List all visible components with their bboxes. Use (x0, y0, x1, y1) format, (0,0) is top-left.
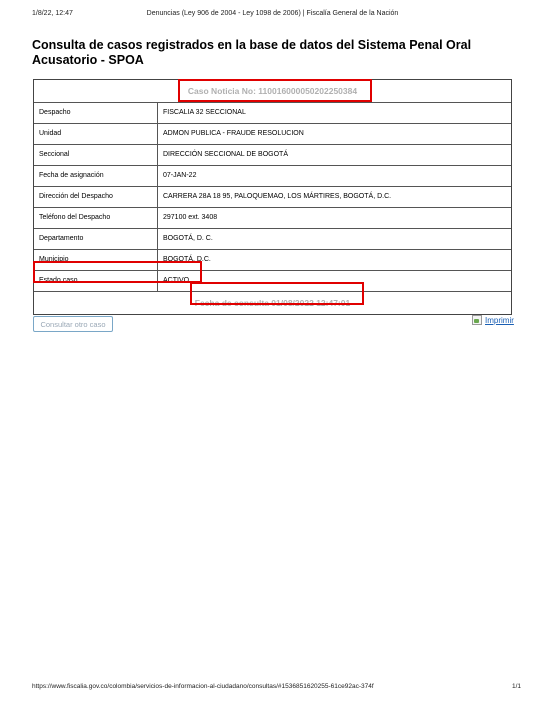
table-row (34, 124, 511, 145)
row-label: Municipio (34, 250, 158, 270)
row-value: FISCALIA 32 SECCIONAL (163, 109, 246, 116)
row-value: BOGOTÁ, D. C. (163, 235, 213, 242)
footer-url: https://www.fiscalia.gov.co/colombia/servicios-de-informacion-al-ciudadano/consultas/#1536851620255-61ce92ac-374f (32, 683, 374, 690)
row-value: ADMON PUBLICA - FRAUDE RESOLUCION (163, 130, 304, 137)
row-label: Seccional (34, 145, 158, 165)
table-row (34, 229, 511, 250)
row-label: Departamento (34, 229, 158, 249)
table-row (34, 187, 511, 208)
row-value: DIRECCIÓN SECCIONAL DE BOGOTÁ (163, 151, 288, 158)
consultar-otro-caso-button[interactable]: Consultar otro caso (33, 316, 113, 332)
print-date: 1/8/22, 12:47 (32, 10, 73, 17)
print-title: Denuncias (Ley 906 de 2004 - Ley 1098 de 2006) | Fiscalía General de la Nación (146, 10, 399, 17)
row-label: Dirección del Despacho (34, 187, 158, 207)
row-label: Despacho (34, 103, 158, 123)
row-label: Unidad (34, 124, 158, 144)
row-value: BOGOTÁ, D.C. (163, 256, 211, 263)
table-row (34, 271, 511, 292)
caso-noticia-header: Caso Noticia No: 110016000050202250384 (34, 80, 511, 103)
table-row (34, 166, 511, 187)
table-row (34, 103, 511, 124)
table-row (34, 250, 511, 271)
imprimir-link[interactable] (472, 315, 514, 325)
row-label: Teléfono del Despacho (34, 208, 158, 228)
table-row (34, 145, 511, 166)
row-value: CARRERA 28A 18 95, PALOQUEMAO, LOS MÁRTIRES, BOGOTÁ, D.C. (163, 193, 392, 200)
footer-page-number: 1/1 (511, 683, 521, 690)
imprimir-label: Imprimir (485, 315, 514, 325)
row-label: Estado caso (34, 271, 158, 291)
fecha-consulta: Fecha de consulta 01/08/2022 12:47:01 (194, 298, 351, 308)
broken-image-icon (472, 315, 482, 325)
row-value: 07-JAN-22 (163, 172, 197, 179)
page-title: Consulta de casos registrados en la base de datos del Sistema Penal Oral Acusatorio - SPOA (32, 38, 472, 67)
row-value: 297100 ext. 3408 (163, 214, 218, 221)
row-label: Fecha de asignación (34, 166, 158, 186)
print-header (0, 10, 545, 24)
case-result-table (33, 79, 512, 315)
table-row (34, 208, 511, 229)
row-value: ACTIVO (163, 277, 190, 284)
